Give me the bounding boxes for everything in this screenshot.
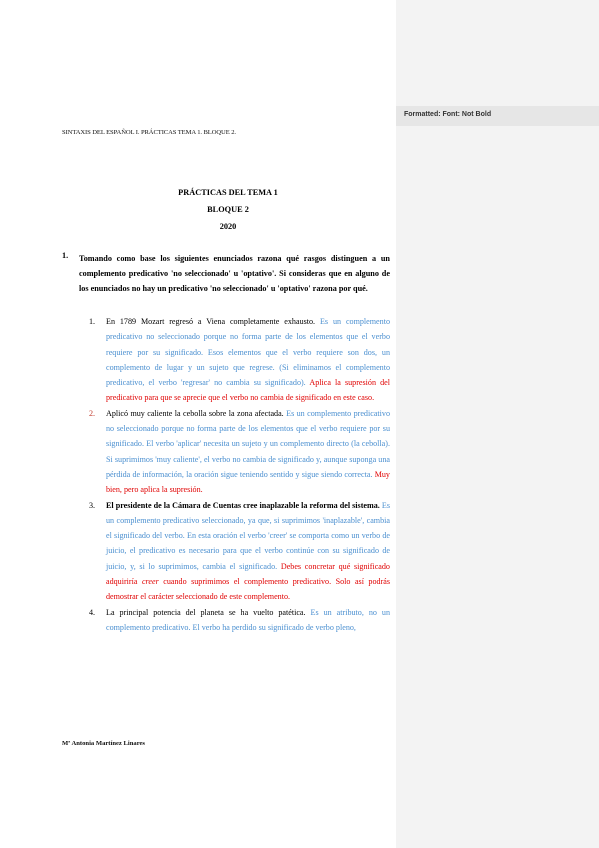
item-answer: Es un complemento predicativo no seleccionado porque no forma parte de los elementos que el verbo requiere por su significado. El verbo 'aplicar' necesita un sujeto y un complemento directo (la cebolla). Si suprimimos 'muy caliente', el verbo no cambia de significado y, aunque suponga una pérdida de información, la oración sigue teniendo sentido y sigue siendo correcta. [106, 408, 391, 479]
item-number: 1. [89, 317, 96, 326]
item-answer: Es un atributo, no un complemento predicativo. El verbo ha perdido su significado de verbo pleno, [106, 607, 390, 632]
item-feedback: Muy bien, pero aplica la supresión. [106, 469, 390, 495]
item-sentence: El presidente de la Cámara de Cuentas cree inaplazable la reforma del sistema. [106, 500, 380, 510]
item-number: 2. [89, 408, 96, 418]
item-feedback-emphasis: creer [141, 577, 159, 587]
answer-list [89, 314, 390, 635]
item-sentence: La principal potencia del planeta se ha vuelto patética. [106, 607, 306, 617]
list-item [89, 498, 390, 605]
item-feedback: Debes concretar qué significado adquiriría [106, 561, 390, 587]
item-number: 3. [89, 500, 96, 510]
doc-year: 2020 [219, 222, 237, 231]
list-item [89, 605, 390, 636]
question-text: Tomando como base los siguientes enunciados razona qué rasgos distinguen a un complemento predicativo 'no seleccionado' u 'optativo'. Si consideras que en alguno de los enunciados no hay un predicativo 'no seleccionado' u 'optativo' razona por qué. [79, 254, 390, 293]
item-answer: Es un complemento predicativo seleccionado, ya que, si suprimimos 'inaplazable', cambia el significado del verbo. En esta oración el verbo 'creer' se comporta como un verbo de juicio, el predicativo es necesario para que el verbo continúe con su significado de juicio, y, si lo suprimimos, cambia el significado. [106, 500, 390, 571]
doc-title: PRÁCTICAS DEL TEMA 1 [178, 188, 278, 197]
item-number: 4. [89, 607, 96, 617]
list-item [89, 406, 390, 498]
item-sentence: En 1789 Mozart regresó a Viena completamente exhausto. [106, 317, 316, 326]
item-sentence: Aplicó muy caliente la cebolla sobre la zona afectada. [106, 408, 284, 418]
page-footer-author: Mª Antonia Martínez Linares [62, 740, 145, 747]
doc-subtitle: BLOQUE 2 [207, 205, 249, 214]
item-feedback: cuando suprimimos el complemento predicativo. Solo así podrás demostrar el carácter seleccionado de este complemento. [106, 577, 391, 602]
format-comment-label: Formatted: Font: Not Bold [404, 111, 492, 118]
item-answer: Es un complemento predicativo no seleccionado porque no forma parte de los elementos que el verbo requiere por su significado. Esos elementos que el verbo requiere son dos, un complemento de lugar y un sujeto que regrese. (Si eliminamos el complemento predicativo, el verbo 'regresar' no cambia su significado). [106, 317, 390, 388]
running-header: SINTAXIS DEL ESPAÑOL I. PRÁCTICAS TEMA 1. BLOQUE 2. [62, 129, 236, 136]
comment-margin-pane [396, 0, 599, 848]
question-number: 1. [62, 251, 69, 260]
item-feedback: Aplica la supresión del predicativo para que se aprecie que el verbo no cambia de significado en este caso. [106, 378, 390, 403]
list-item [89, 314, 390, 406]
